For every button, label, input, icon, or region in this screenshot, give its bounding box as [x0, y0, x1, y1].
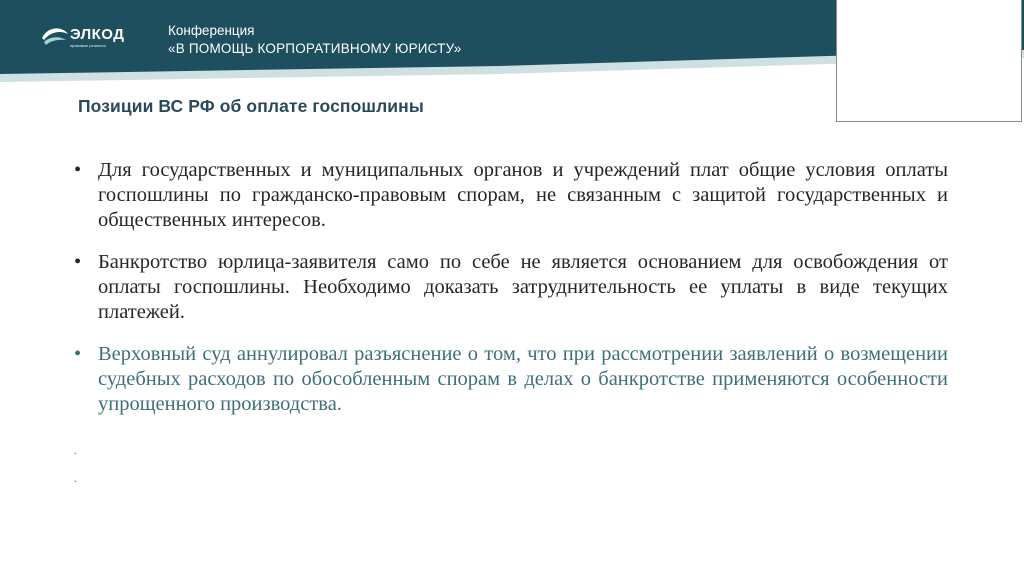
- bullet-marker: •: [74, 251, 82, 273]
- bullet-list: [74, 158, 948, 434]
- placeholder-box: [836, 0, 1022, 122]
- list-item: [74, 158, 948, 233]
- bullet-text: Банкротство юрлица-заявителя само по себе не является основанием для освобождения от оплаты госпошлины. Необходимо доказать затруднительность ее уплаты в виде текущих платежей.: [98, 251, 948, 323]
- slide-title: Позиции ВС РФ об оплате госпошлины: [78, 96, 424, 116]
- bullet-marker: •: [74, 343, 82, 365]
- trailing-dot: .: [74, 446, 77, 457]
- list-item-highlighted: [74, 342, 948, 417]
- trailing-dot: .: [74, 474, 77, 485]
- logo-subtext: правовые решения: [70, 43, 106, 48]
- bullet-text: Для государственных и муниципальных органов и учреждений плат общие условия оплаты госпошлины по гражданско-правовым спорам, не связанным с защитой государственных и общественных интересов.: [98, 159, 948, 231]
- elkod-logo: [40, 22, 136, 58]
- bullet-text: Верховный суд аннулировал разъяснение о том, что при рассмотрении заявлений о возмещении судебных расходов по обособленным спорам в делах о банкротстве применяются особенности упрощенного производства.: [98, 343, 948, 415]
- conference-label: Конференция: [168, 23, 255, 38]
- bullet-marker: •: [74, 159, 82, 181]
- logo-text: ЭЛКОД: [70, 26, 125, 43]
- conference-heading: [168, 22, 462, 58]
- conference-name: «В ПОМОЩЬ КОРПОРАТИВНОМУ ЮРИСТУ»: [168, 41, 462, 56]
- swoosh-icon: [40, 24, 70, 48]
- list-item: [74, 250, 948, 325]
